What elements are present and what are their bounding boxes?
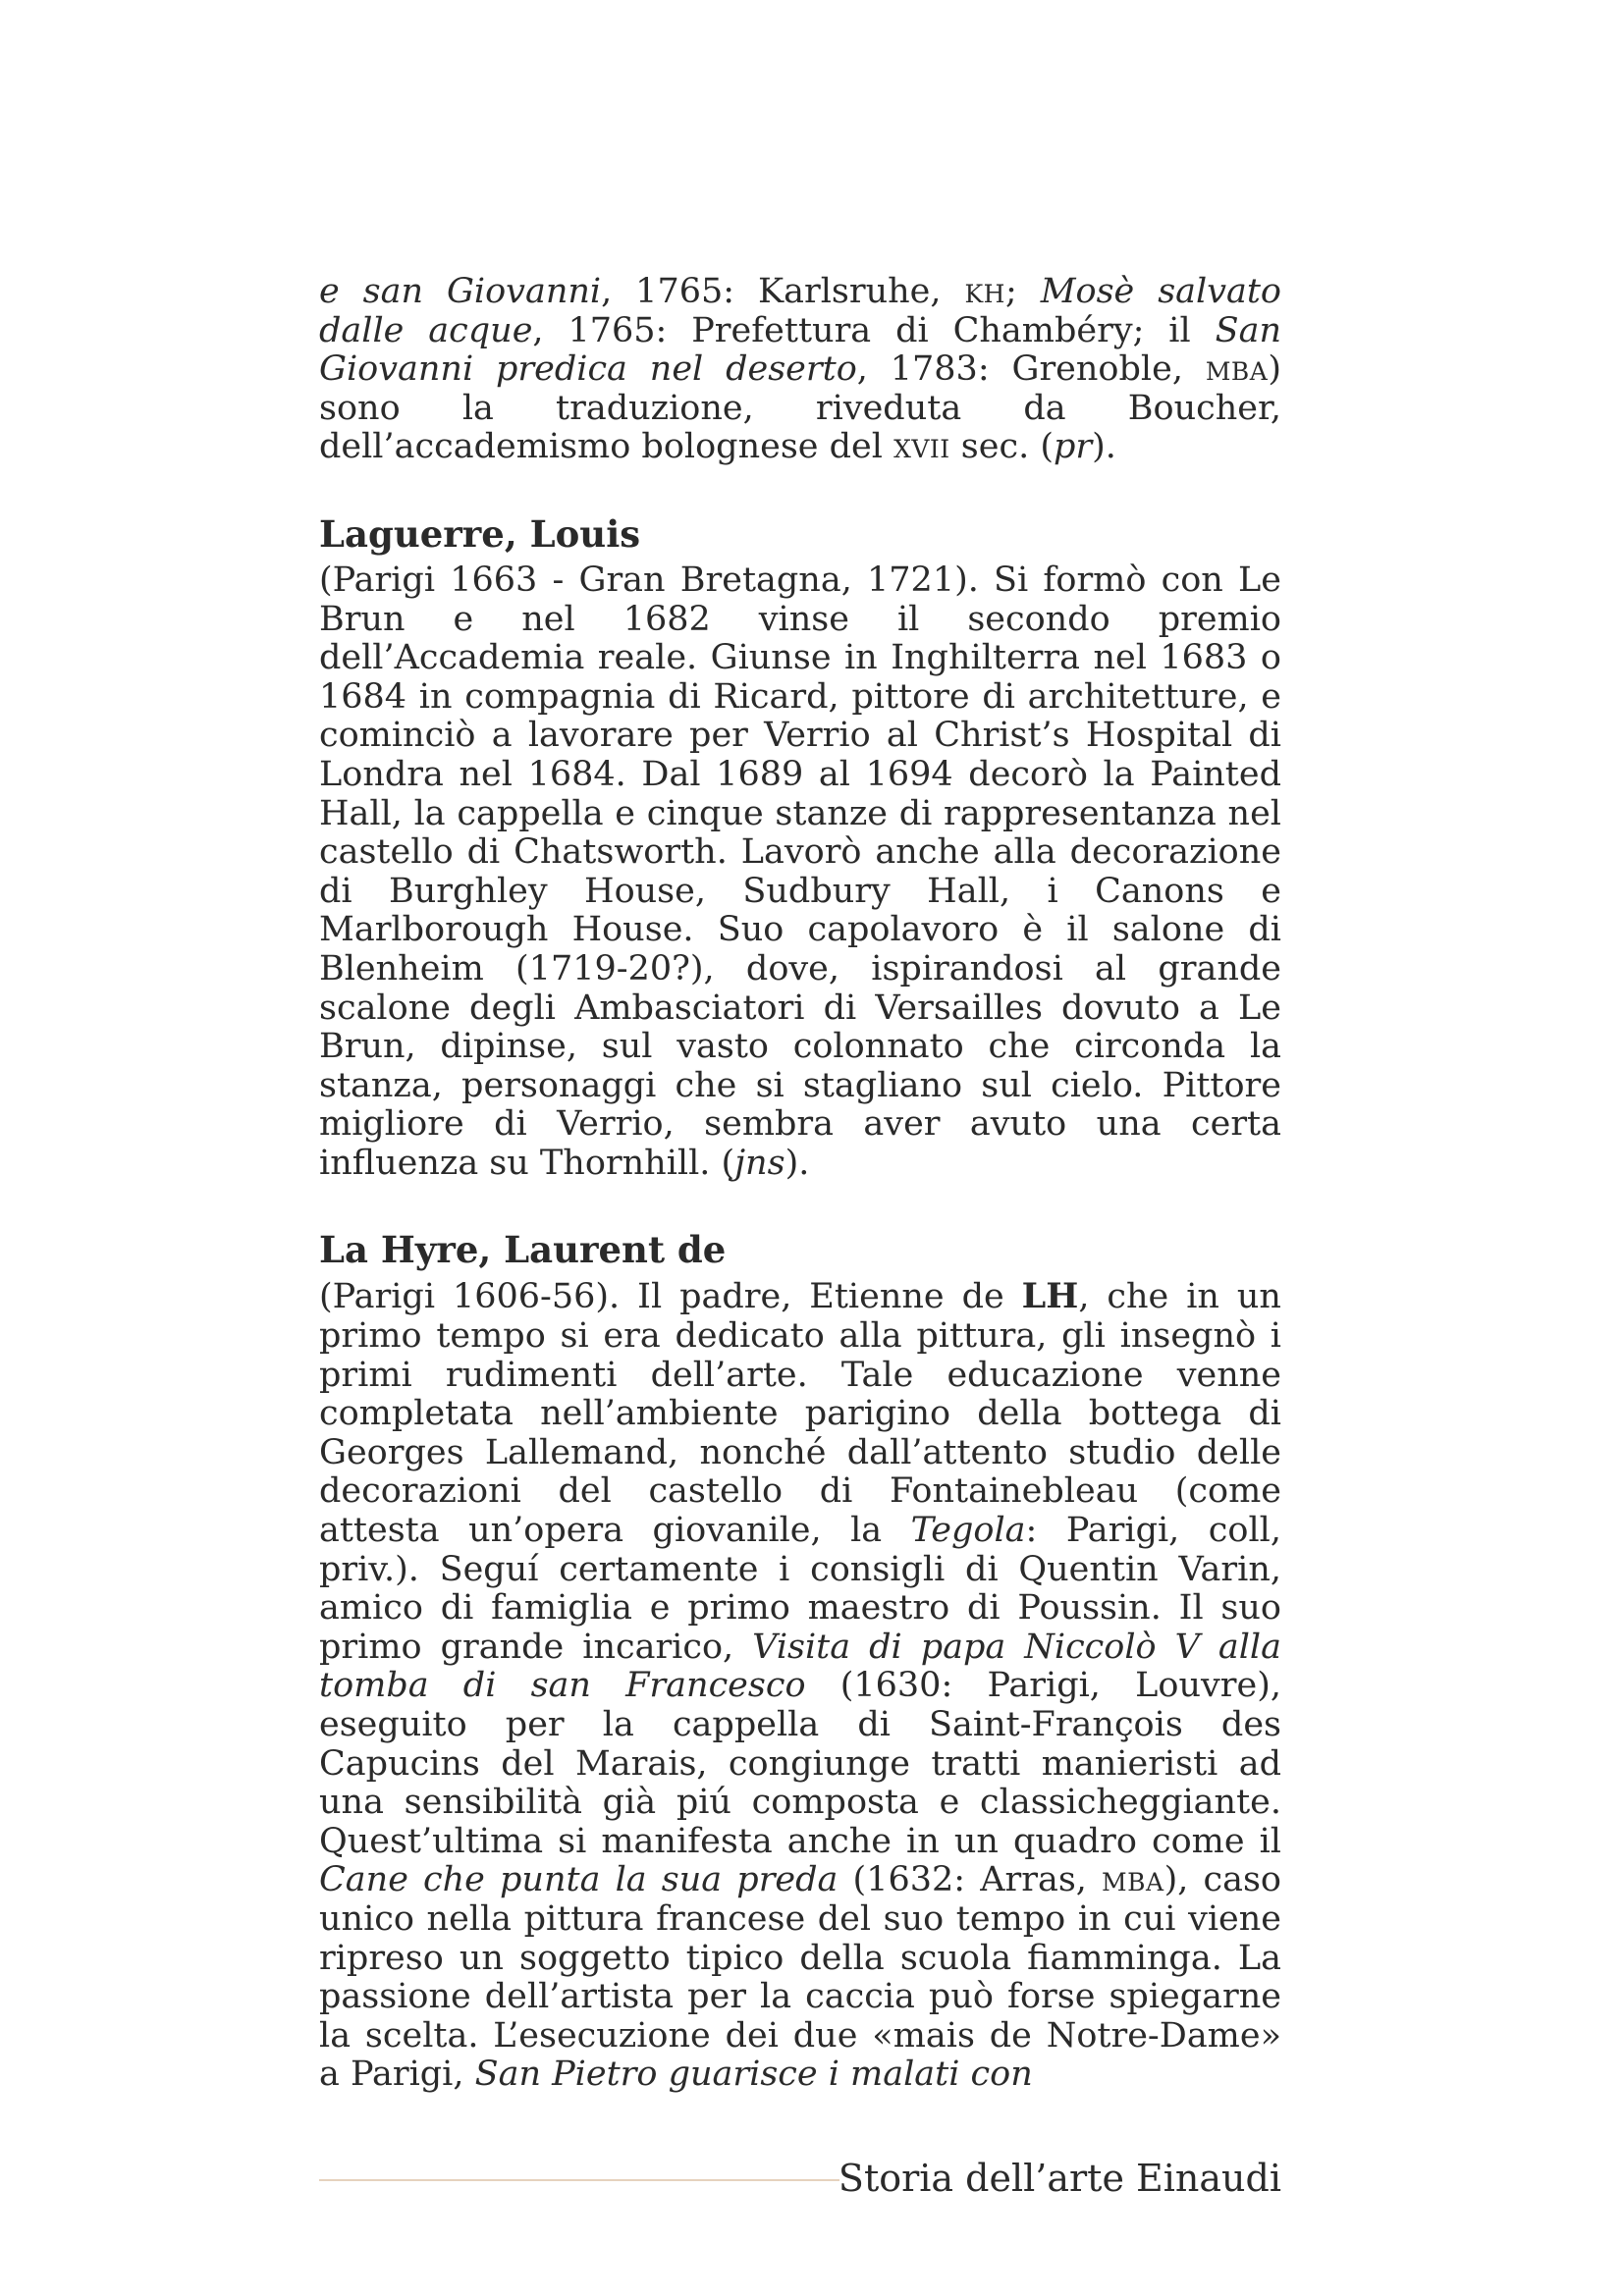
text-run: , 1765: Karlsruhe, <box>601 272 965 311</box>
text-run: xvii <box>893 427 950 467</box>
text-run: ) sono la traduzione, riveduta da Boucher, dell’accademismo bolognese del <box>319 349 1281 467</box>
text-run: ; <box>1004 272 1041 311</box>
text-run: San Giovanni predica nel deserto <box>319 310 1281 390</box>
text-run: , 1783: Grenoble, <box>856 349 1206 390</box>
text-run: Tegola <box>910 1511 1026 1551</box>
footer-label: Storia dell’arte Einaudi <box>838 2157 1281 2200</box>
text-run: , 1765: Prefettura di Chambéry; il <box>532 310 1216 350</box>
entry-title: La Hyre, Laurent de <box>319 1228 727 1272</box>
text-run: mba <box>1205 349 1269 390</box>
text-run: Mosè salvato dalle acque <box>319 272 1282 350</box>
entry-la-hyre <box>319 1228 1281 2094</box>
footer-rule <box>319 2179 839 2181</box>
text-run: , che in un primo tempo si era dedicato alla pittura, gli insegnò i primi rudimenti dell’arte. Tale educazione venne completata nell’ambiente parigino della bottega di Georges Lallemand, nonché dall’attento studio delle decorazioni del castello di Fontainebleau (come attesta un’opera giovanile, la <box>319 1277 1281 1551</box>
text-run: sec. ( <box>949 427 1054 467</box>
entry-body <box>319 561 1281 1184</box>
text-run: e san Giovanni <box>319 272 602 311</box>
text-run: ). <box>1092 427 1116 467</box>
text-run: (Parigi 1606-56). Il padre, Etienne de <box>319 1277 1022 1317</box>
text-run: San Pietro guarisce i malati con <box>474 2055 1033 2095</box>
entry-laguerre <box>319 512 1281 1184</box>
text-run: ), caso unico nella pittura francese del suo tempo in cui viene ripreso un soggetto tipico della scuola fiamminga. La passione dell’artista per la caccia può forse spiegarne la scelta. L’esecuzione dei due «mais de Notre-Dame» a Parigi, <box>319 1860 1281 2095</box>
text-run: jns <box>734 1143 785 1183</box>
text-run: (Parigi 1663 - Gran Bretagna, 1721). Si formò con Le Brun e nel 1682 vinse il secondo premio dell’Accademia reale. Giunse in Inghilterra nel 1683 o 1684 in compagnia di Ricard, pittore di architetture, e cominciò a lavorare per Verrio al Christ’s Hospital di Londra nel 1684. Dal 1689 al 1694 decorò la Painted Hall, la cappella e cinque stanze di rappresentanza nel castello di Chatsworth. Lavorò anche alla decorazione di Burghley House, Sudbury Hall, i Canons e Marlborough House. Suo capolavoro è il salone di Blenheim (1719-20?), dove, ispirandosi al grande scalone degli Ambasciatori di Versailles dovuto a Le Brun, dipinse, sul vasto colonnato che circonda la stanza, personaggi che si stagliano sul cielo. Pittore migliore di Verrio, sembra aver avuto una certa influenza su Thornhill. ( <box>319 560 1281 1183</box>
text-run: mba <box>1102 1860 1164 1900</box>
text-run: (1632: Arras, <box>838 1860 1103 1900</box>
text-run: Cane che punta la sua preda <box>319 1860 839 1900</box>
text-run: Visita di papa Niccolò V alla tomba di san Francesco <box>319 1627 1281 1706</box>
text-run: : Parigi, coll, priv.). Seguí certamente i consigli di Quentin Varin, amico di famiglia e primo maestro di Poussin. Il suo primo grande incarico, <box>319 1511 1281 1667</box>
entry-body <box>319 1277 1281 2094</box>
text-run: (1630: Parigi, Louvre), eseguito per la cappella di Saint-François des Capucins del Marais, congiunge tratti manieristi ad una sensibilità già piú composta e classicheggiante. Quest’ultima si manifesta anche in un quadro come il <box>319 1666 1281 1861</box>
body-text <box>319 273 1281 2095</box>
text-run: LH <box>1021 1276 1079 1317</box>
text-run: kh <box>964 272 1005 311</box>
text-run: pr <box>1053 427 1093 467</box>
text-run: ). <box>784 1143 810 1183</box>
entry-title: Laguerre, Louis <box>319 511 641 556</box>
continuation-paragraph <box>319 273 1281 467</box>
